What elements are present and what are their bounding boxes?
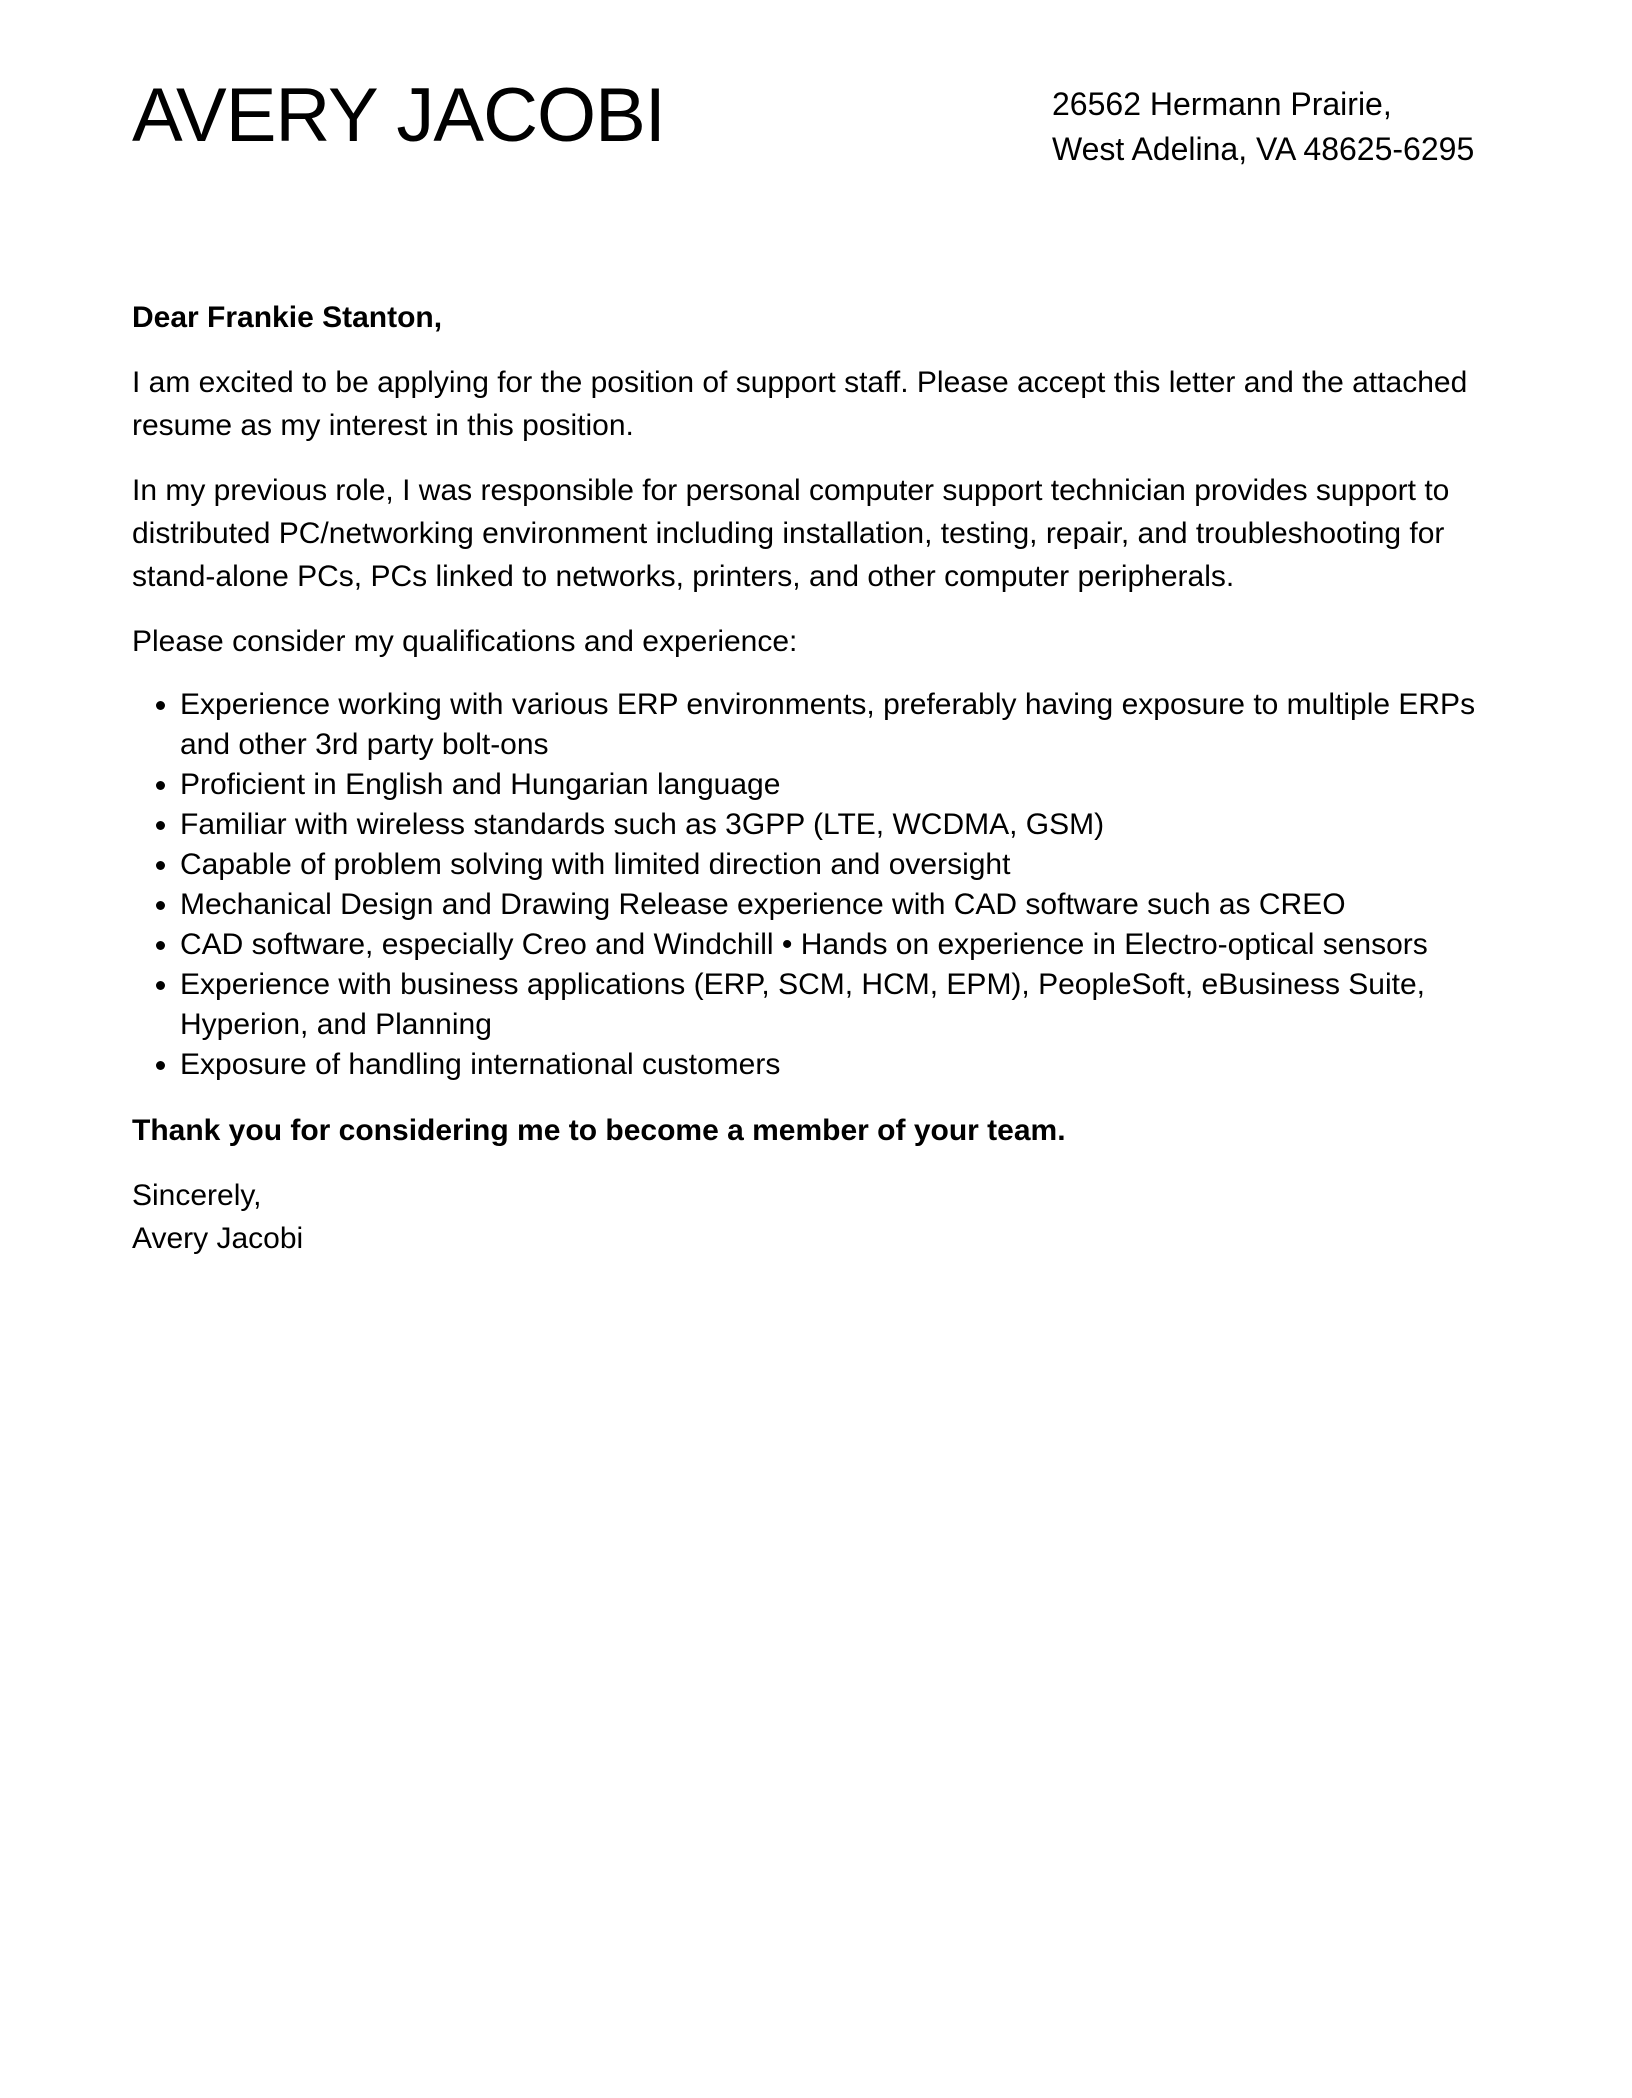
sender-address <box>1052 82 1474 172</box>
signoff-block <box>132 1174 1512 1260</box>
list-item: • Mechanical Design and Drawing Release experience with CAD software such as CREO <box>180 885 1512 925</box>
list-item: • Exposure of handling international customers <box>180 1045 1512 1085</box>
qualifications-list <box>132 685 1512 1085</box>
list-item: • Familiar with wireless standards such as 3GPP (LTE, WCDMA, GSM) <box>180 805 1512 845</box>
address-line-2: West Adelina, VA 48625-6295 <box>1052 131 1475 167</box>
list-item: • Experience working with various ERP environments, preferably having exposure to multiple ERPs and other 3rd party bolt-ons <box>180 685 1512 765</box>
experience-paragraph: In my previous role, I was responsible for personal computer support technician provides support to distributed PC/networking environment including installation, testing, repair, and troubleshooting for stand-alone PCs, PCs linked to networks, printers, and other computer peripherals. <box>132 474 1450 593</box>
list-item: • Experience with business applications (ERP, SCM, HCM, EPM), PeopleSoft, eBusiness Suite, Hyperion, and Planning <box>180 965 1512 1045</box>
address-line-1: 26562 Hermann Prairie, <box>1052 86 1392 122</box>
intro-paragraph: I am excited to be applying for the position of support staff. Please accept this letter and the attached resume as my interest in this position. <box>132 366 1468 442</box>
closing-statement: Thank you for considering me to become a member of your team. <box>132 1114 1066 1147</box>
list-item: • Proficient in English and Hungarian language <box>180 765 1512 805</box>
list-item: • Capable of problem solving with limited direction and oversight <box>180 845 1512 885</box>
signature-name: Avery Jacobi <box>132 1222 304 1255</box>
qualifications-intro: Please consider my qualifications and experience: <box>132 625 798 658</box>
salutation: Dear Frankie Stanton, <box>132 301 443 334</box>
sender-name: AVERY JACOBI <box>132 73 665 158</box>
letter-body <box>132 296 1512 1260</box>
signoff: Sincerely, <box>132 1179 262 1212</box>
list-item: • CAD software, especially Creo and Windchill • Hands on experience in Electro-optical sensors <box>180 925 1512 965</box>
